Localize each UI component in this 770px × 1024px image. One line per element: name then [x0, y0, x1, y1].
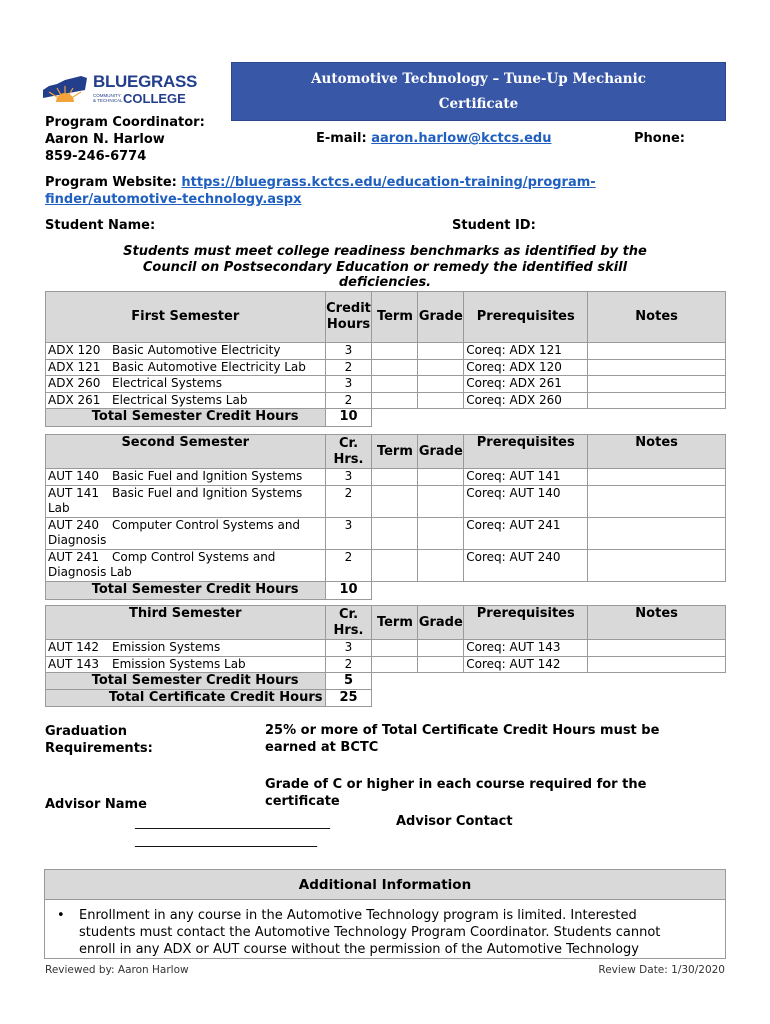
- course-prereq: Coreq: AUT 140: [464, 485, 588, 517]
- certificate-total-credits: 25: [325, 690, 372, 707]
- readiness-notice: [80, 244, 690, 291]
- requirement-1-line1: 25% or more of Total Certificate Credit Hours must be: [265, 723, 660, 738]
- course-credits: 2: [325, 359, 372, 376]
- grade-cell[interactable]: [418, 343, 464, 360]
- additional-info-line1: Enrollment in any course in the Automotive Technology program is limited. Interested: [79, 908, 637, 923]
- graduation-label: [45, 723, 153, 757]
- logo-name: BLUEGRASS: [93, 72, 198, 91]
- grade-header: Grade: [418, 606, 464, 640]
- term-cell[interactable]: [372, 485, 418, 517]
- total-credits: 5: [325, 673, 372, 690]
- requirement-2-line1: Grade of C or higher in each course required for the: [265, 777, 647, 792]
- grade-cell[interactable]: [418, 392, 464, 409]
- notes-header: Notes: [588, 606, 726, 640]
- course-credits: 3: [325, 469, 372, 486]
- course-code: AUT 241: [48, 549, 100, 564]
- table-row: [46, 392, 726, 409]
- semester-header: First Semester: [46, 292, 326, 343]
- student-id-label: Student ID:: [452, 218, 536, 233]
- advisor-contact-label: Advisor Contact: [396, 814, 513, 829]
- course-prereq: Coreq: AUT 142: [464, 656, 588, 673]
- table-row: [46, 469, 726, 486]
- course-credits: 3: [325, 343, 372, 360]
- table-row: [46, 517, 726, 549]
- total-credits: 10: [325, 581, 372, 599]
- website-link-part2[interactable]: finder/automotive-technology.aspx: [45, 192, 302, 207]
- course-title: Emission Systems: [112, 640, 221, 654]
- first-semester-table: [45, 291, 726, 427]
- grade-cell[interactable]: [418, 640, 464, 657]
- course-title: Emission Systems Lab: [112, 656, 246, 671]
- course-title: Electrical Systems: [112, 376, 222, 390]
- grade-cell[interactable]: [418, 517, 464, 549]
- course-prereq: Coreq: ADX 261: [464, 376, 588, 393]
- advisor-name-line[interactable]: ______________________________: [135, 815, 330, 830]
- email-link[interactable]: aaron.harlow@kctcs.edu: [371, 131, 552, 146]
- course-code: AUT 141: [48, 485, 100, 500]
- student-name-label: Student Name:: [45, 218, 156, 233]
- notice-line3: deficiencies.: [338, 275, 432, 290]
- college-logo: [43, 70, 211, 108]
- grade-cell[interactable]: [418, 656, 464, 673]
- course-credits: 2: [325, 656, 372, 673]
- course-prereq: Coreq: AUT 141: [464, 469, 588, 486]
- coordinator-name: Aaron N. Harlow: [45, 132, 165, 147]
- course-prereq: Coreq: AUT 240: [464, 549, 588, 581]
- program-title-banner: [231, 62, 726, 121]
- notes-cell[interactable]: [588, 376, 726, 393]
- table-row: [46, 359, 726, 376]
- total-label: Total Semester Credit Hours: [46, 409, 326, 427]
- table-row: [46, 656, 726, 673]
- table-row: [46, 343, 726, 360]
- phone-label: Phone:: [634, 131, 685, 146]
- term-cell[interactable]: [372, 656, 418, 673]
- course-title: Electrical Systems Lab: [112, 392, 248, 407]
- notes-cell[interactable]: [588, 469, 726, 486]
- program-title-line2: Certificate: [438, 96, 519, 112]
- notes-cell[interactable]: [588, 359, 726, 376]
- term-cell[interactable]: [372, 640, 418, 657]
- third-semester-table: [45, 605, 726, 707]
- coordinator-phone: 859-246-6774: [45, 149, 147, 164]
- logo-subtitle: COMMUNITY & TECHNICAL: [93, 93, 123, 103]
- term-cell[interactable]: [372, 517, 418, 549]
- notes-cell[interactable]: [588, 517, 726, 549]
- advisor-name-label: Advisor Name: [45, 797, 147, 812]
- footer-review-date: Review Date: 1/30/2020: [598, 964, 725, 976]
- grade-header: Grade: [418, 292, 464, 343]
- course-code: ADX 260: [48, 376, 101, 390]
- website-row: [45, 174, 735, 208]
- grade-cell[interactable]: [418, 485, 464, 517]
- graduation-label-line2: Requirements:: [45, 741, 153, 756]
- course-prereq: Coreq: AUT 241: [464, 517, 588, 549]
- grade-header: Grade: [418, 435, 464, 469]
- bullet-icon: •: [57, 908, 65, 923]
- course-prereq: Coreq: ADX 120: [464, 359, 588, 376]
- course-prereq: Coreq: ADX 260: [464, 392, 588, 409]
- advisor-contact-line[interactable]: ____________________________: [135, 833, 317, 848]
- notes-cell[interactable]: [588, 640, 726, 657]
- additional-info-box: [44, 869, 726, 959]
- term-cell[interactable]: [372, 549, 418, 581]
- table-row: [46, 549, 726, 581]
- requirement-1: [265, 722, 659, 756]
- notes-cell[interactable]: [588, 656, 726, 673]
- semester-header: Third Semester: [46, 606, 326, 640]
- course-prereq: Coreq: ADX 121: [464, 343, 588, 360]
- footer-reviewed-by: Reviewed by: Aaron Harlow: [45, 964, 189, 976]
- term-header: Term: [372, 435, 418, 469]
- program-title-line1: Automotive Technology – Tune-Up Mechanic: [311, 71, 646, 87]
- course-code: ADX 261: [48, 392, 101, 407]
- grade-cell[interactable]: [418, 359, 464, 376]
- notes-header: Notes: [588, 292, 726, 343]
- course-code: AUT 240: [48, 517, 100, 532]
- requirement-2: [265, 776, 646, 810]
- coordinator-label: Program Coordinator:: [45, 115, 205, 130]
- table-row: [46, 640, 726, 657]
- course-title: Computer Control Systems and Diagnosis: [48, 517, 301, 547]
- course-credits: 3: [325, 376, 372, 393]
- requirement-2-line2: certificate: [265, 794, 340, 809]
- graduation-label-line1: Graduation: [45, 724, 128, 739]
- kentucky-sunrise-icon: [43, 76, 87, 106]
- term-header: Term: [372, 292, 418, 343]
- additional-info-body: [45, 900, 725, 958]
- credit-header: Cr. Hrs.: [325, 606, 372, 640]
- term-cell[interactable]: [372, 469, 418, 486]
- term-cell[interactable]: [372, 376, 418, 393]
- notes-header: Notes: [588, 435, 726, 469]
- credit-header: Cr. Hrs.: [325, 435, 372, 469]
- course-credits: 3: [325, 517, 372, 549]
- total-credits: 10: [325, 409, 372, 427]
- course-credits: 2: [325, 485, 372, 517]
- prereq-header: Prerequisites: [464, 606, 588, 640]
- term-cell[interactable]: [372, 392, 418, 409]
- course-title: Basic Fuel and Ignition Systems Lab: [48, 485, 303, 515]
- certificate-total-label: Total Certificate Credit Hours: [46, 690, 326, 707]
- course-prereq: Coreq: AUT 143: [464, 640, 588, 657]
- requirement-1-line2: earned at BCTC: [265, 740, 379, 755]
- course-title: Basic Automotive Electricity Lab: [112, 359, 306, 374]
- prereq-header: Prerequisites: [464, 292, 588, 343]
- table-row: [46, 376, 726, 393]
- course-code: ADX 121: [48, 359, 101, 374]
- course-title: Comp Control Systems and Diagnosis Lab: [48, 549, 276, 579]
- grade-cell[interactable]: [418, 549, 464, 581]
- notes-cell[interactable]: [588, 343, 726, 360]
- notes-cell[interactable]: [588, 549, 726, 581]
- course-credits: 3: [325, 640, 372, 657]
- table-row: [46, 485, 726, 517]
- coordinator-block: [45, 114, 205, 165]
- course-title: Basic Fuel and Ignition Systems: [112, 469, 303, 483]
- email-label: E-mail:: [316, 131, 367, 146]
- course-title: Basic Automotive Electricity: [112, 343, 281, 357]
- total-label: Total Semester Credit Hours: [46, 673, 326, 690]
- grade-cell[interactable]: [418, 469, 464, 486]
- course-code: AUT 140: [48, 469, 100, 483]
- notes-cell[interactable]: [588, 392, 726, 409]
- credit-header: Credit Hours: [325, 292, 372, 343]
- term-cell[interactable]: [372, 343, 418, 360]
- grade-cell[interactable]: [418, 376, 464, 393]
- additional-info-line3: enroll in any ADX or AUT course without the permission of the Automotive Technology: [79, 942, 639, 957]
- term-cell[interactable]: [372, 359, 418, 376]
- notice-line2: Council on Postsecondary Education or remedy the identified skill: [142, 259, 628, 275]
- additional-info-line2: students must contact the Automotive Technology Program Coordinator. Students cannot: [79, 925, 661, 940]
- term-header: Term: [372, 606, 418, 640]
- additional-info-heading: Additional Information: [45, 870, 725, 900]
- course-credits: 2: [325, 392, 372, 409]
- course-code: ADX 120: [48, 343, 101, 357]
- website-link-part1[interactable]: https://bluegrass.kctcs.edu/education-training/program-: [181, 175, 596, 190]
- email-row: [316, 131, 552, 146]
- course-credits: 2: [325, 549, 372, 581]
- total-label: Total Semester Credit Hours: [46, 581, 326, 599]
- semester-header: Second Semester: [46, 435, 326, 469]
- second-semester-table: [45, 434, 726, 600]
- course-code: AUT 143: [48, 656, 100, 671]
- notice-line1: Students must meet college readiness benchmarks as identified by the: [123, 244, 647, 259]
- notes-cell[interactable]: [588, 485, 726, 517]
- website-label: Program Website:: [45, 175, 177, 190]
- prereq-header: Prerequisites: [464, 435, 588, 469]
- logo-college: COLLEGE: [123, 91, 186, 106]
- course-code: AUT 142: [48, 640, 100, 654]
